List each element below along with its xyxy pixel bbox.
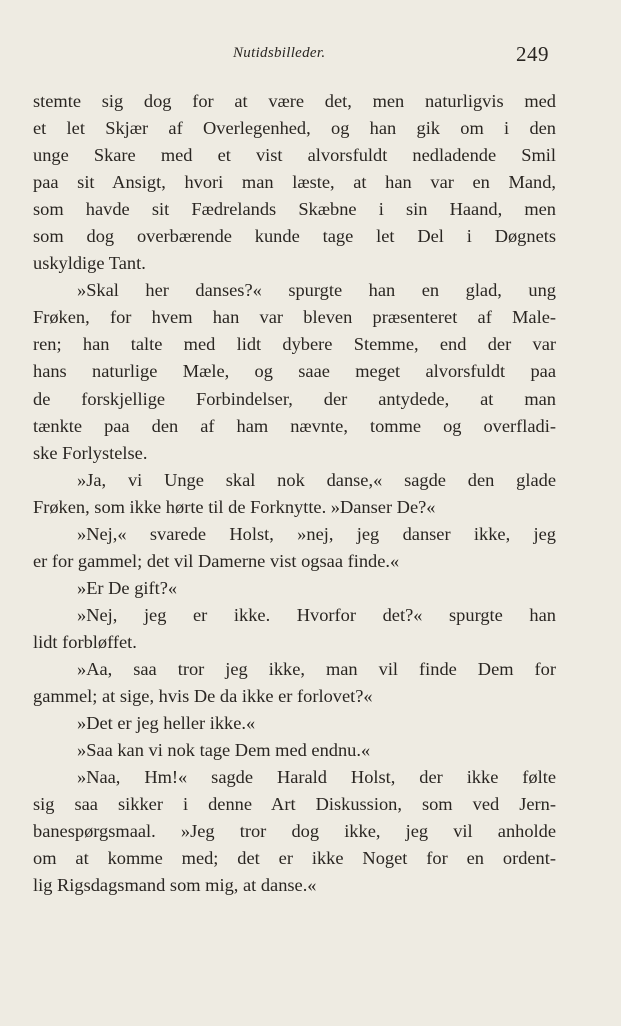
text-line: gammel; at sige, hvis De da ikke er forlovet?« (33, 686, 373, 707)
text-line: som havde sit Fædrelands Skæbne i sin Haand, men (33, 199, 556, 220)
text-line: ske Forlystelse. (33, 442, 148, 463)
running-head (0, 42, 621, 72)
text-line: Frøken, som ikke hørte til de Forknytte. »Danser De?« (33, 496, 436, 517)
text-line: tænkte paa den af ham nævnte, tomme og overfladi- (33, 415, 556, 436)
text-line: »Det er jeg heller ikke.« (77, 713, 256, 734)
text-line: paa sit Ansigt, hvori man læste, at han var en Mand, (33, 172, 556, 193)
text-line: »Er De gift?« (77, 577, 178, 598)
text-line: banespørgsmaal. »Jeg tror dog ikke, jeg vil anholde (33, 821, 556, 842)
text-line: »Naa, Hm!« sagde Harald Holst, der ikke følte (77, 767, 556, 788)
text-line: Frøken, for hvem han var bleven præsenteret af Male- (33, 307, 556, 328)
text-line: unge Skare med et vist alvorsfuldt nedladende Smil (33, 145, 556, 166)
text-line: »Nej,« svarede Holst, »nej, jeg danser ikke, jeg (77, 523, 556, 544)
text-line: ren; han talte med lidt dybere Stemme, end der var (33, 334, 556, 355)
text-line: lidt forbløffet. (33, 631, 137, 652)
text-line: lig Rigsdagsmand som mig, at danse.« (33, 875, 317, 896)
text-line: de forskjellige Forbindelser, der antydede, at man (33, 388, 556, 409)
text-line: som dog overbærende kunde tage let Del i Døgnets (33, 226, 556, 247)
page-number: 249 (516, 42, 549, 66)
text-line: hans naturlige Mæle, og saae meget alvorsfuldt paa (33, 361, 556, 382)
text-line: »Nej, jeg er ikke. Hvorfor det?« spurgte han (77, 604, 556, 625)
body-text (33, 88, 556, 899)
running-title: Nutidsbilleder. (233, 45, 326, 61)
text-line: »Saa kan vi nok tage Dem med endnu.« (77, 740, 371, 761)
text-line: stemte sig dog for at være det, men naturligvis med (33, 91, 556, 111)
text-line: »Skal her danses?« spurgte han en glad, ung (77, 280, 556, 301)
text-line: uskyldige Tant. (33, 253, 146, 274)
text-line: »Ja, vi Unge skal nok danse,« sagde den glade (77, 469, 556, 490)
text-line: »Aa, saa tror jeg ikke, man vil finde Dem for (77, 658, 556, 679)
text-line: sig saa sikker i denne Art Diskussion, som ved Jern- (33, 794, 556, 815)
text-line: om at komme med; det er ikke Noget for en ordent- (33, 848, 556, 869)
text-line: er for gammel; det vil Damerne vist ogsaa finde.« (33, 550, 400, 571)
text-line: et let Skjær af Overlegenhed, og han gik om i den (33, 118, 556, 139)
